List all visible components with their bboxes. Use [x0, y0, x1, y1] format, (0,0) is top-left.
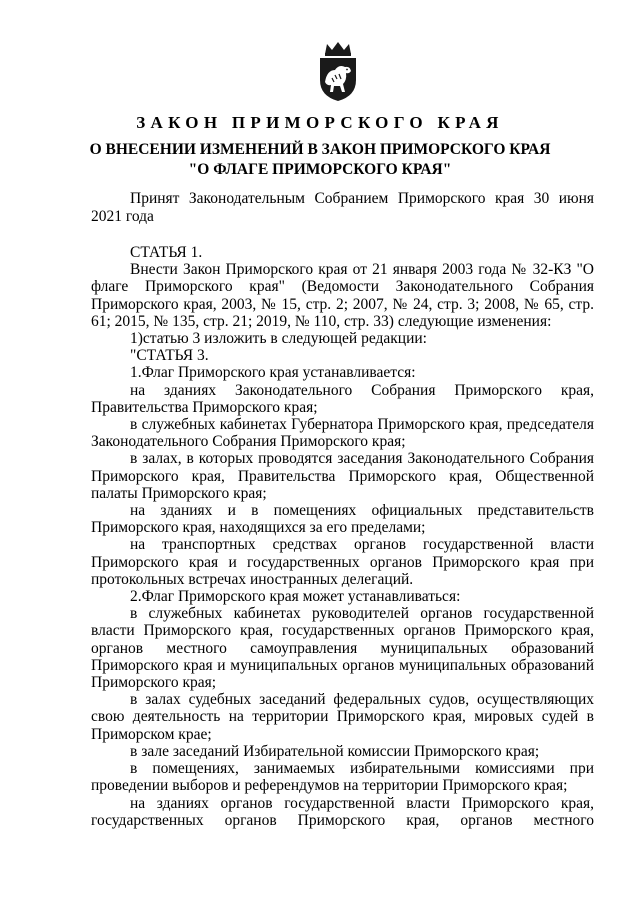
clause-1-item: на зданиях Законодательного Собрания Приморского края, Правительства Приморского края; — [91, 381, 594, 416]
clause-2-item: в зале заседаний Избирательной комиссии Приморского края; — [130, 742, 540, 760]
law-body — [91, 244, 594, 829]
clause-2-item: в служебных кабинетах руководителей органов государственной власти Приморского края, государственных органов Приморского края, органов местного самоуправления муниципальных образований Приморского края и муниципальных органов муниципальных образований Приморского края; — [91, 605, 594, 692]
clause-1-item: на транспортных средствах органов государственной власти Приморского края и государственных органов Приморского края при протокольных встречах иностранных делегаций. — [91, 536, 594, 588]
article-heading: СТАТЬЯ 1. — [130, 244, 203, 261]
adoption-text: Принят Законодательным Собранием Приморского края 30 июня 2021 года — [91, 190, 594, 225]
clause-1-item: на зданиях и в помещениях официальных представительств Приморского края, находящихся за его пределами; — [91, 502, 594, 537]
clause-2-item: на зданиях органов государственной власти Приморского края, государственных органов Приморского края, органов местного — [91, 794, 594, 829]
adoption-note — [91, 190, 594, 226]
clause-1-item: в служебных кабинетах Губернатора Приморского края, председателя Законодательного Собрания Приморского края; — [91, 416, 594, 451]
coat-of-arms-icon — [315, 40, 361, 102]
subtitle-line-1: О ВНЕСЕНИИ ИЗМЕНЕНИЙ В ЗАКОН ПРИМОРСКОГО КРАЯ — [89, 141, 551, 158]
article-intro: Внести Закон Приморского края от 21 января 2003 года № 32-КЗ "О флаге Приморского края" (Ведомости Законодательного Собрания Приморского края, 2003, № 15, стр. 2; 2007, № 24, стр. 3; 2008, № 65, стр. 61; 2015, № 135, стр. 21; 2019, № 110, стр. 33) следующие изменения: — [91, 261, 594, 330]
clause-1-item: в залах, в которых проводятся заседания Законодательного Собрания Приморского края, Правительства Приморского края, Общественной палаты Приморского края; — [91, 450, 594, 502]
subtitle-line-2: "О ФЛАГЕ ПРИМОРСКОГО КРАЯ" — [188, 161, 452, 178]
clause-2-item: в залах судебных заседаний федеральных судов, осуществляющих свою деятельность на территории Приморского края, мировых судей в Приморском крае; — [91, 691, 594, 743]
clause-2-item: в помещениях, занимаемых избирательными комиссиями при проведении выборов и референдумов на территории Приморского края; — [91, 760, 594, 795]
quoted-article-heading: "СТАТЬЯ 3. — [130, 347, 209, 365]
law-subtitle — [0, 140, 640, 180]
change-item-1: 1)статью 3 изложить в следующей редакции: — [130, 330, 427, 348]
clause-1-heading: 1.Флаг Приморского края устанавливается: — [130, 364, 416, 382]
clause-2-heading: 2.Флаг Приморского края может устанавливаться: — [130, 588, 461, 606]
law-title: ЗАКОН ПРИМОРСКОГО КРАЯ — [136, 113, 504, 132]
